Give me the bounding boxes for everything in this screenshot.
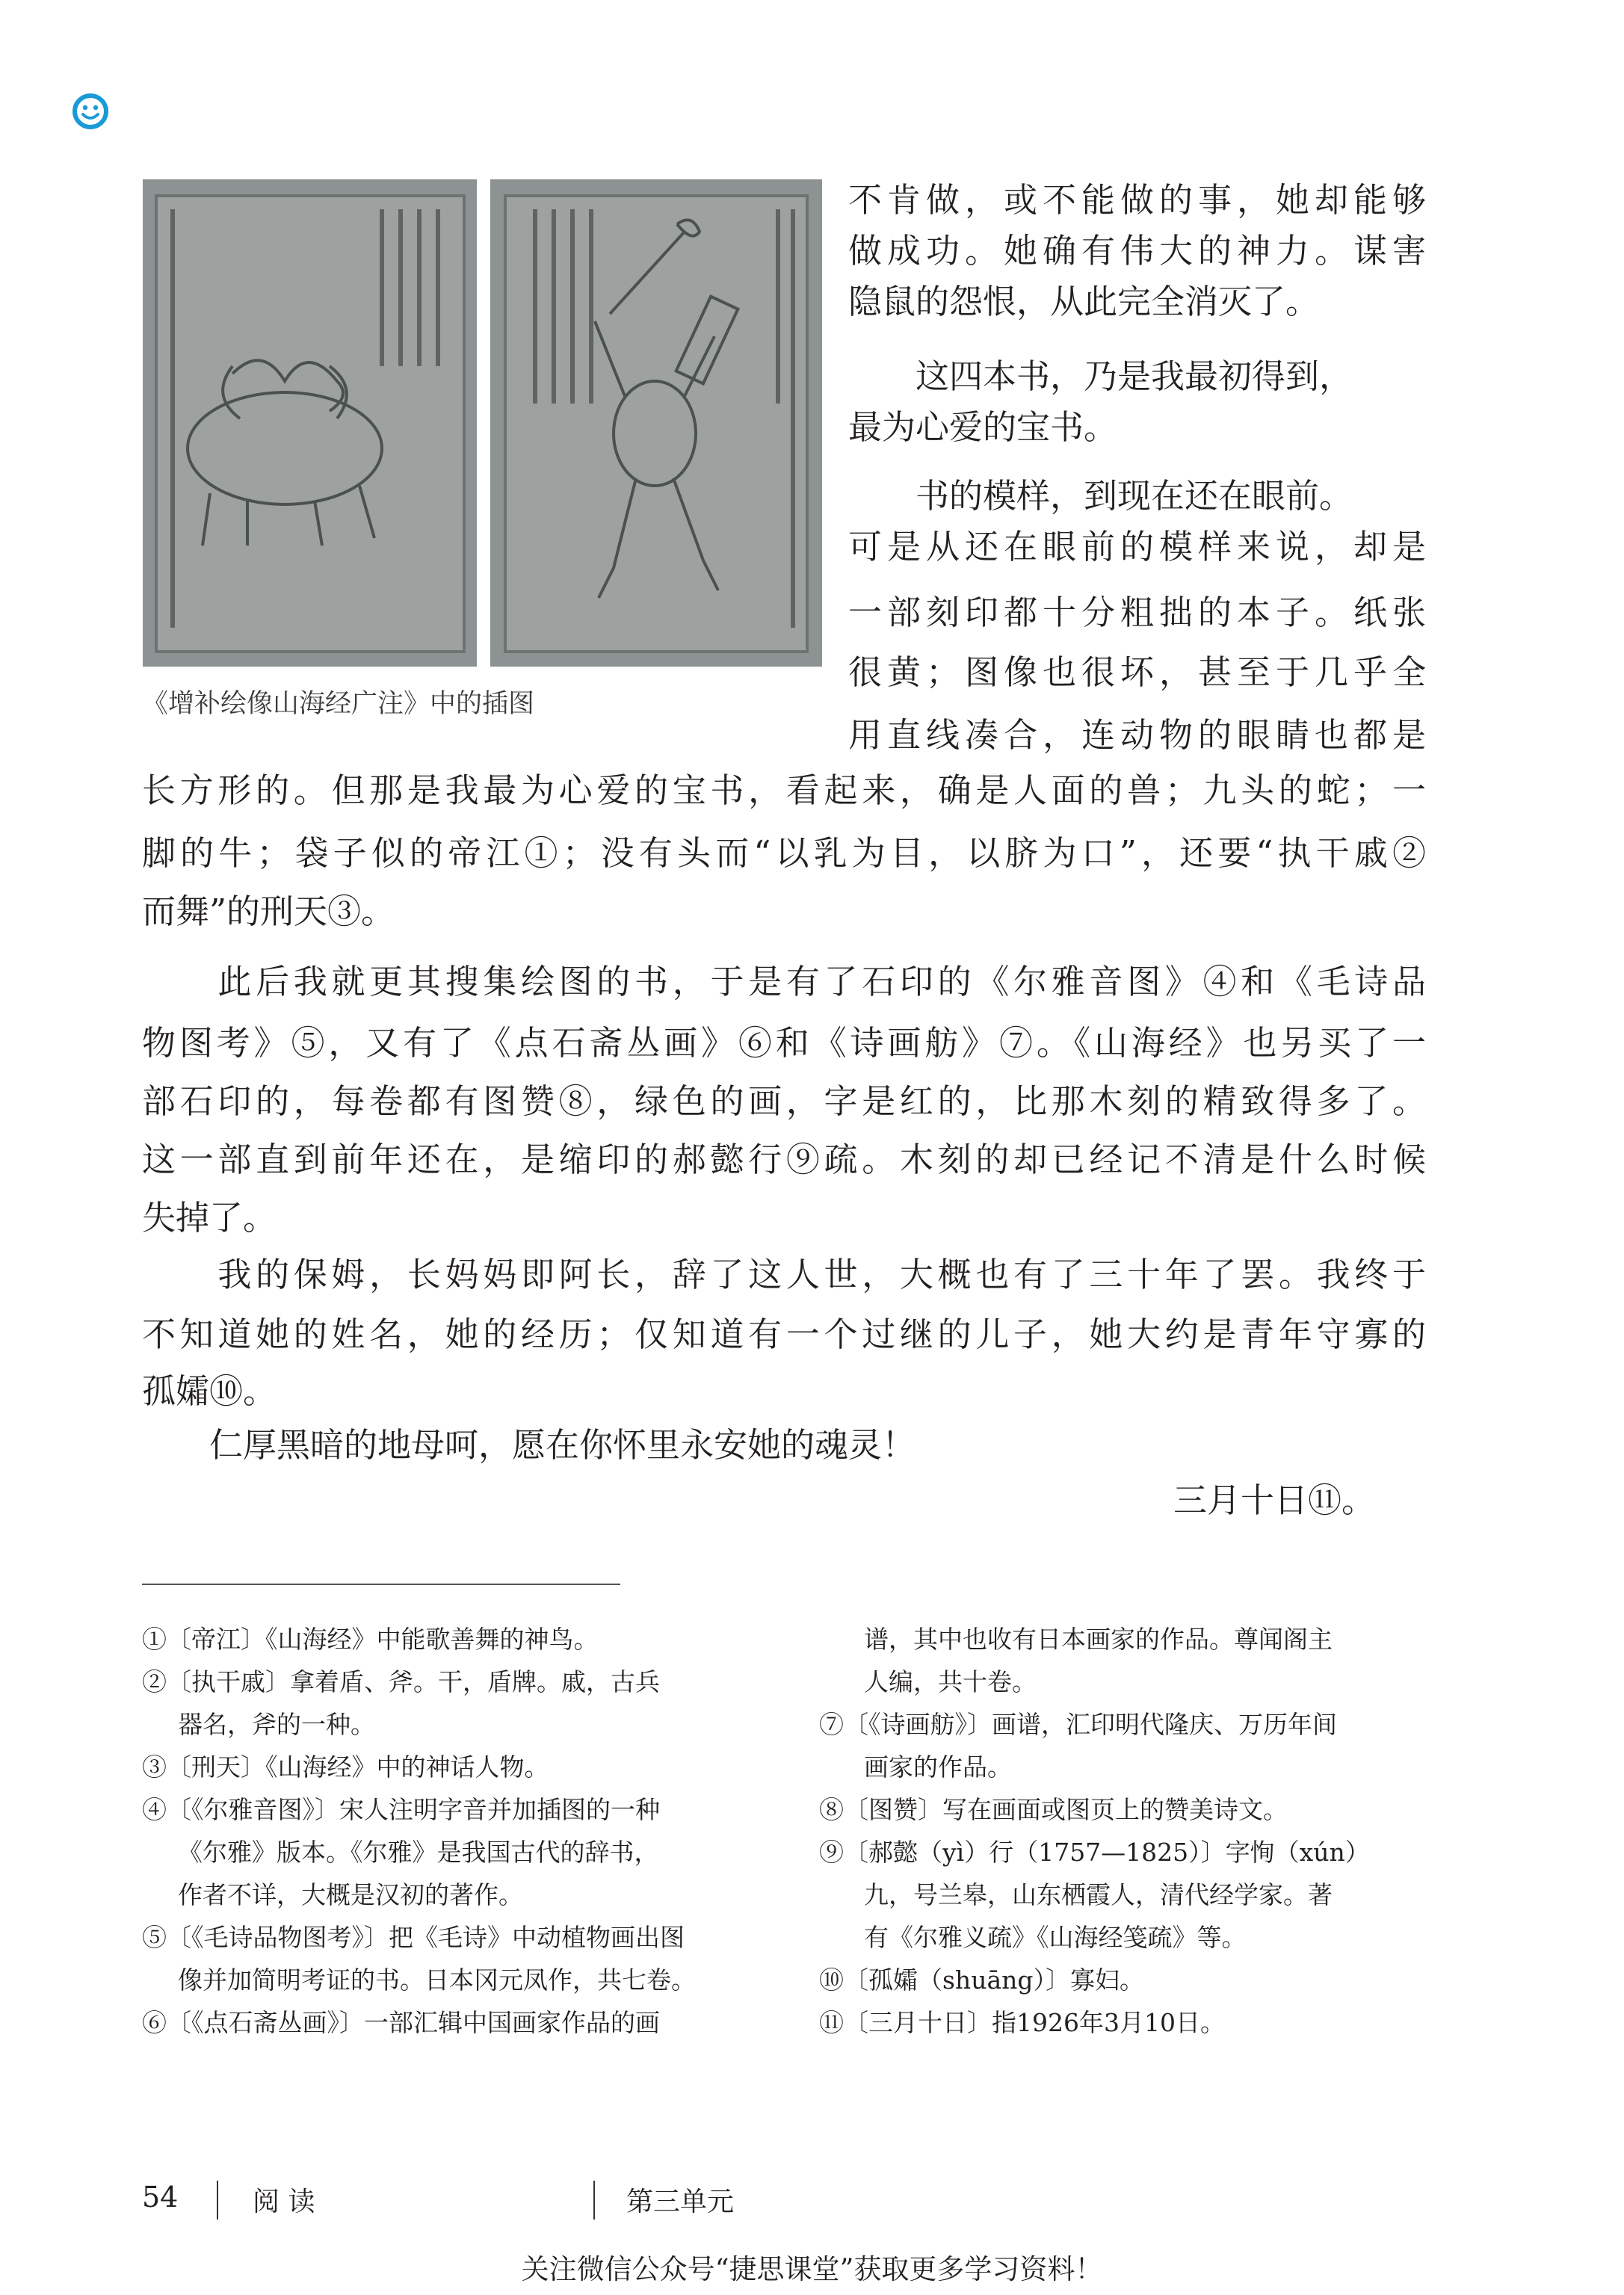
body-line: 失掉了。 <box>142 1198 277 1238</box>
footnote-line: ⑨〔郝懿（yì）行（1757—1825）〕字恂（xún） <box>819 1838 1370 1867</box>
smiley-icon <box>72 93 109 130</box>
footnote-line: ③〔刑天〕《山海经》中的神话人物。 <box>142 1752 549 1782</box>
footnote-line: ⑦〔《诗画舫》〕画谱，汇印明代隆庆、万历年间 <box>819 1710 1337 1739</box>
footnote-line: 像并加简明考证的书。日本冈元凤作，共七卷。 <box>178 1965 696 1995</box>
body-line: 用直线凑合，连动物的眼睛也都是 <box>848 715 1426 755</box>
body-line: 隐鼠的怨恨，从此完全消灭了。 <box>848 282 1320 321</box>
body-line: 长方形的。但那是我最为心爱的宝书，看起来，确是人面的兽；九头的蛇；一 <box>142 770 1426 810</box>
body-line: 物图考》⑤，又有了《点石斋丛画》⑥和《诗画舫》⑦。《山海经》也另买了一 <box>142 1023 1426 1063</box>
body-line: 做成功。她确有伟大的神力。谋害 <box>848 231 1426 271</box>
body-line: 可是从还在眼前的模样来说，却是 <box>848 527 1426 566</box>
body-line: 我的保姆，长妈妈即阿长，辞了这人世，大概也有了三十年了罢。我终于 <box>142 1255 1426 1294</box>
footnote-divider <box>142 1584 620 1585</box>
footnote-line: ①〔帝江〕《山海经》中能歌善舞的神鸟。 <box>142 1625 599 1654</box>
body-line: 这一部直到前年还在，是缩印的郝懿行⑨疏。木刻的却已经记不清是什么时候 <box>142 1140 1426 1179</box>
footer-separator <box>217 2181 218 2220</box>
body-line: 部石印的，每卷都有图赞⑧，绿色的画，字是红的，比那木刻的精致得多了。 <box>142 1081 1426 1121</box>
footnote-line: 九，号兰皋，山东栖霞人，清代经学家。著 <box>864 1880 1333 1909</box>
footnote-line: ⑤〔《毛诗品物图考》〕把《毛诗》中动植物画出图 <box>142 1923 685 1952</box>
body-line: 不肯做，或不能做的事，她却能够 <box>848 180 1426 220</box>
body-line: 不知道她的姓名，她的经历；仅知道有一个过继的儿子，她大约是青年守寡的 <box>142 1315 1426 1354</box>
page-number: 54 <box>142 2181 179 2214</box>
body-line: 最为心爱的宝书。 <box>848 407 1118 447</box>
footnote-line: 器名，斧的一种。 <box>178 1710 375 1739</box>
footnote-line: ⑪〔三月十日〕指1926年3月10日。 <box>819 2008 1225 2037</box>
illustration-dijiang <box>143 179 477 667</box>
footnote-line: 人编，共十卷。 <box>864 1667 1037 1696</box>
footnote-line: ②〔执干戚〕拿着盾、斧。干，盾牌。戚，古兵 <box>142 1667 660 1696</box>
footnote-line: 画家的作品。 <box>864 1752 1012 1782</box>
footnote-line: ⑩〔孤孀（shuāng）〕寡妇。 <box>819 1965 1144 1995</box>
promo-banner: 关注微信公众号“捷思课堂”获取更多学习资料！ <box>521 2253 1103 2285</box>
footnote-line: ⑥〔《点石斋丛画》〕一部汇辑中国画家作品的画 <box>142 2008 660 2037</box>
body-line: 书的模样，到现在还在眼前。 <box>848 476 1353 516</box>
footnote-line: ⑧〔图赞〕写在画面或图页上的赞美诗文。 <box>819 1795 1288 1824</box>
figure-caption: 《增补绘像山海经广注》中的插图 <box>142 689 535 719</box>
illustration-xingtian <box>490 179 822 667</box>
footer-separator <box>593 2181 595 2220</box>
body-line: 而舞”的刑天③。 <box>142 892 395 931</box>
footer-section: 阅 读 <box>253 2187 315 2217</box>
body-line: 很黄；图像也很坏，甚至于几乎全 <box>848 652 1426 692</box>
body-line: 孤孀⑩。 <box>142 1371 277 1411</box>
footer-unit: 第三单元 <box>626 2187 735 2217</box>
footnote-line: 有《尔雅义疏》《山海经笺疏》等。 <box>864 1923 1247 1952</box>
footnote-line: ④〔《尔雅音图》〕宋人注明字音并加插图的一种 <box>142 1795 660 1824</box>
body-line: 脚的牛；袋子似的帝江①；没有头而“以乳为目，以脐为口”，还要“执干戚② <box>142 833 1426 873</box>
body-line: 此后我就更其搜集绘图的书，于是有了石印的《尔雅音图》④和《毛诗品 <box>142 962 1426 1001</box>
footnote-line: 谱，其中也收有日本画家的作品。尊闻阁主 <box>864 1625 1333 1654</box>
body-line: 仁厚黑暗的地母呵，愿在你怀里永安她的魂灵！ <box>142 1425 916 1465</box>
body-line: 一部刻印都十分粗拙的本子。纸张 <box>848 593 1426 632</box>
footnote-line: 《尔雅》版本。《尔雅》是我国古代的辞书， <box>178 1838 659 1867</box>
footnote-line: 作者不详，大概是汉初的著作。 <box>178 1880 523 1909</box>
date-signature: 三月十日⑪。 <box>1173 1480 1376 1520</box>
body-line: 这四本书，乃是我最初得到， <box>848 356 1353 396</box>
